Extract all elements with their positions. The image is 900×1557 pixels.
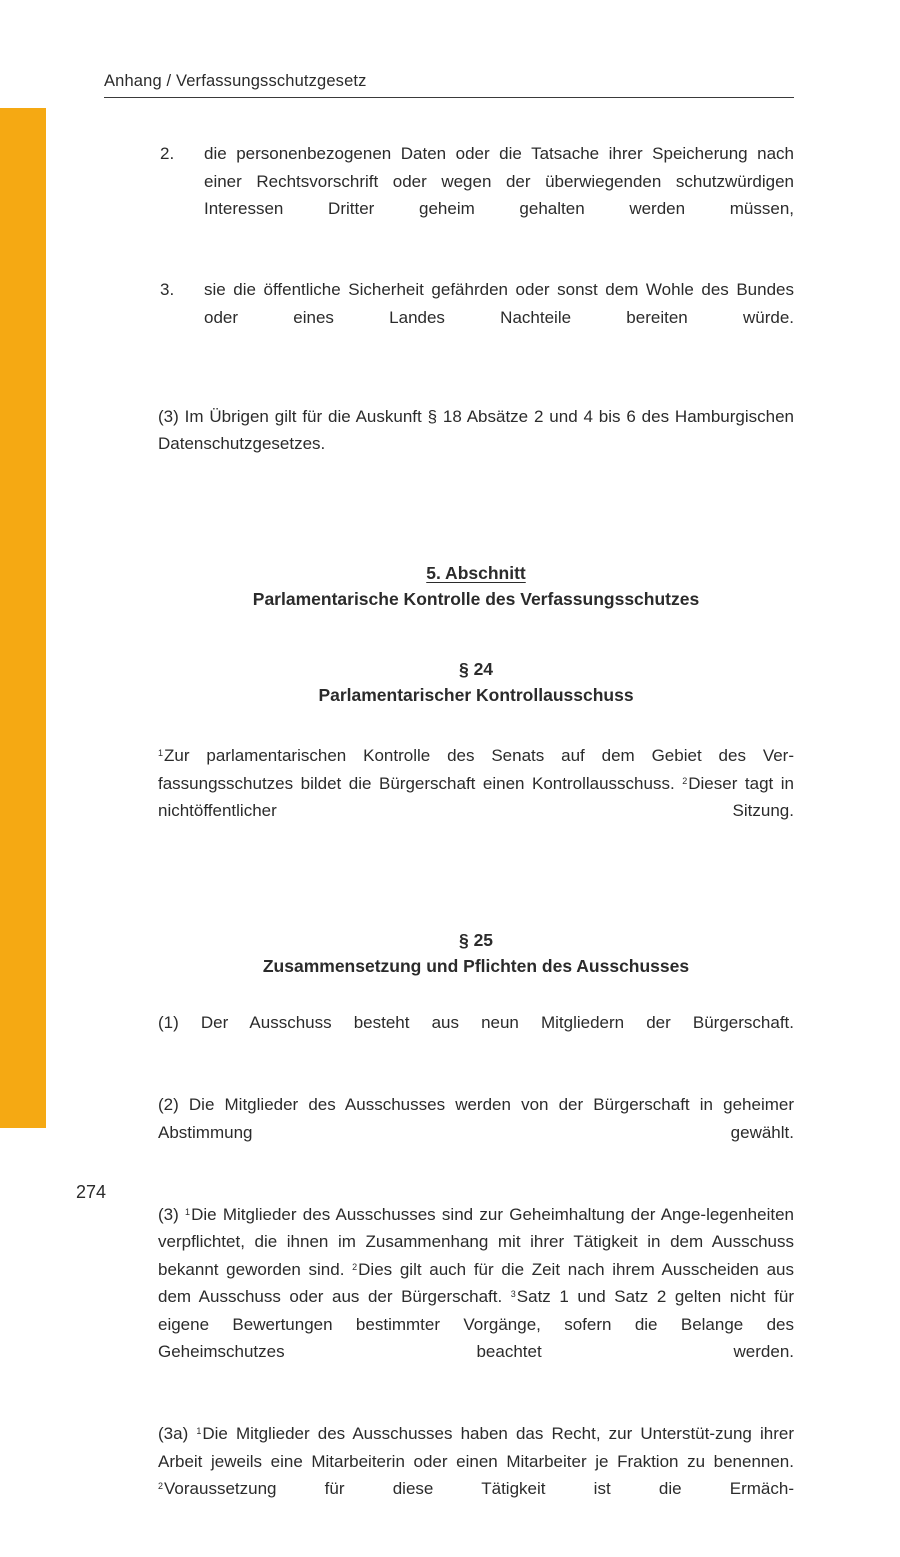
- running-head-rule: [104, 97, 794, 98]
- paragraph-25-abs3a-lead: (3a): [158, 1424, 189, 1443]
- running-head: [104, 72, 794, 98]
- sentence-marker-1: 1: [185, 1206, 191, 1217]
- paragraph-25-abs2: (2) Die Mitglieder des Ausschusses werden von der Bürgerschaft in geheimer Abstimmung gewählt.: [158, 1095, 794, 1142]
- list-item-text: sie die öffentliche Sicherheit gefährden oder sonst dem Wohle des Bundes oder eines Landes Nachteile bereiten würde.: [204, 280, 794, 327]
- spacer: [104, 385, 794, 403]
- running-head-text: Anhang / Verfassungsschutzgesetz: [104, 72, 367, 90]
- spacer: [104, 612, 794, 656]
- paragraph-25-abs3-sentence-1: Die Mitglieder des Ausschusses sind zur Geheimhaltung der Ange-legenheiten verpflichtet, die ihnen im Zusammenhang mit ihrer Tätigkeit in dem Ausschuss bekannt geworden sind.: [158, 1204, 794, 1279]
- sentence-marker-2: 2: [352, 1261, 358, 1272]
- spacer: [104, 708, 794, 742]
- paragraph-25-abs3a-sentence-1: Die Mitglieder des Ausschusses haben das Recht, zur Unterstüt-zung ihrer Arbeit jeweils eine Mitarbeiterin oder einen Mitarbeiter je Fraktion zu benennen.: [158, 1424, 794, 1471]
- paragraph-24-sentence-2: Dieser tagt in nichtöffentlicher Sitzung.: [158, 773, 794, 820]
- list-item-text: die personenbezogenen Daten oder die Tatsache ihrer Speicherung nach einer Rechtsvorschrift oder wegen der überwiegenden schutzwürdigen Interessen Dritter geheim gehalten werden müssen,: [204, 144, 794, 218]
- paragraph24-heading-group: [104, 656, 794, 708]
- page-accent-tab: [0, 108, 46, 1128]
- paragraph-25-abs3-lead: (3): [158, 1204, 179, 1224]
- page-canvas: [104, 0, 795, 1498]
- paragraph24-number-heading: § 24: [458, 659, 494, 679]
- spacer: [104, 979, 794, 1009]
- section-title-heading: Parlamentarische Kontrolle des Verfassungsschutzes: [252, 589, 700, 609]
- paragraph-24-sentence-1: Zur parlamentarischen Kontrolle des Senats auf dem Gebiet des Ver-fassungsschutzes bildet die Bürgerschaft einen Kontrollausschuss.: [158, 746, 794, 793]
- paragraph-25-abs3a: [104, 1420, 794, 1530]
- sentence-marker-1: 1: [158, 748, 164, 758]
- body-text-flow: [104, 140, 794, 1557]
- spacer: [104, 512, 794, 560]
- section-number-heading: 5. Abschnitt: [426, 563, 526, 583]
- paragraph-24-body: [104, 742, 794, 852]
- paragraph-25-abs3: [104, 1201, 794, 1394]
- list-item: [104, 140, 794, 250]
- paragraph25-title-heading: Zusammensetzung und Pflichten des Ausschusses: [262, 956, 690, 976]
- list-item: [104, 276, 794, 359]
- paragraph24-title-heading: Parlamentarischer Kontrollausschuss: [318, 685, 634, 705]
- list-item-number: 3.: [160, 280, 175, 299]
- page-number: 274: [76, 1182, 107, 1202]
- paragraph25-heading-group: [104, 927, 794, 979]
- paragraph-25-abs3-sentence-2: Dies gilt auch für die Zeit nach ihrem Ausscheiden aus dem Ausschuss oder aus der Bürgerschaft.: [158, 1259, 794, 1306]
- sentence-marker-1: 1: [196, 1426, 202, 1436]
- paragraph-25-abs3a-sentence-2: Voraussetzung für diese Tätigkeit ist die Ermäch-: [164, 1479, 794, 1498]
- spacer: [104, 879, 794, 927]
- paragraph-abs3-auskunft: (3) Im Übrigen gilt für die Auskunft § 18 Absätze 2 und 4 bis 6 des Hamburgischen Datenschutzgesetzes.: [158, 406, 794, 453]
- section-heading-group: [104, 560, 794, 612]
- paragraph25-number-heading: § 25: [458, 930, 494, 950]
- sentence-marker-2: 2: [158, 1481, 164, 1491]
- sentence-marker-2: 2: [682, 775, 688, 786]
- paragraph-25-abs3-sentence-3: Satz 1 und Satz 2 gelten nicht für eigene Bewertungen bestimmter Vorgänge, sofern die Belange des Geheimschutzes beachtet werden.: [158, 1287, 795, 1361]
- paragraph-25-abs1: (1) Der Ausschuss besteht aus neun Mitgliedern der Bürgerschaft.: [158, 1013, 794, 1032]
- sentence-marker-3: 3: [510, 1289, 516, 1299]
- list-item-number: 2.: [160, 144, 175, 163]
